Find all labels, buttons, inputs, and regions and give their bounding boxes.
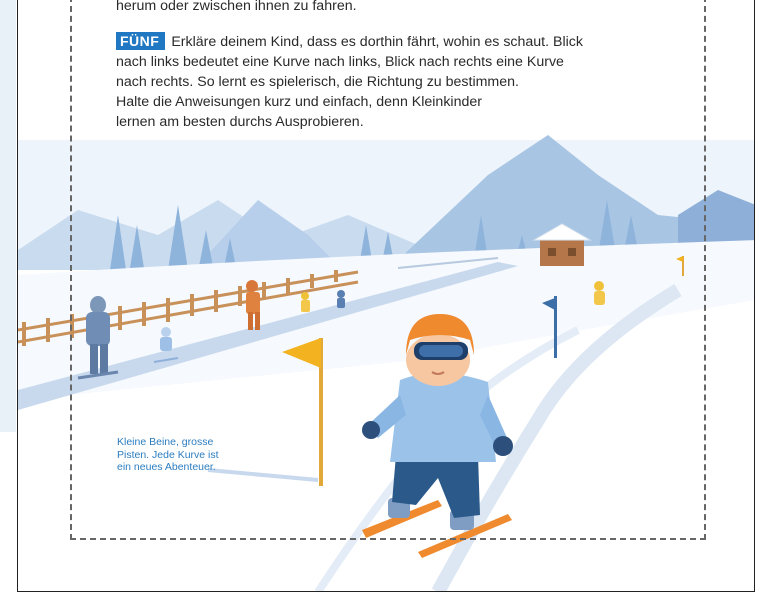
left-margin-strip	[0, 0, 16, 432]
intro-line: herum oder zwischen ihnen zu fahren.	[116, 0, 357, 14]
step-line-1: Erkläre deinem Kind, dass es dorthin fährt, wohin es schaut. Blick	[171, 34, 583, 50]
step-five-paragraph	[116, 32, 636, 132]
step-line-2: nach links bedeutet eine Kurve nach links, Blick nach rechts eine Kurve	[116, 54, 564, 70]
step-line-3: nach rechts. So lernt es spielerisch, die Richtung zu bestimmen.	[116, 74, 519, 90]
step-badge: FÜNF	[116, 32, 165, 50]
instruction-text	[116, 0, 636, 132]
step-line-4: Halte die Anweisungen kurz und einfach, denn Kleinkinder	[116, 94, 482, 110]
caption-line-3: ein neues Abenteuer.	[117, 461, 216, 473]
caption-line-2: Pisten. Jede Kurve ist	[117, 448, 219, 461]
step-line-5: lernen am besten durchs Ausprobieren.	[116, 114, 364, 130]
book-page	[17, 0, 755, 592]
caption-line-1: Kleine Beine, grosse	[117, 436, 214, 448]
illustration-caption	[117, 436, 247, 474]
